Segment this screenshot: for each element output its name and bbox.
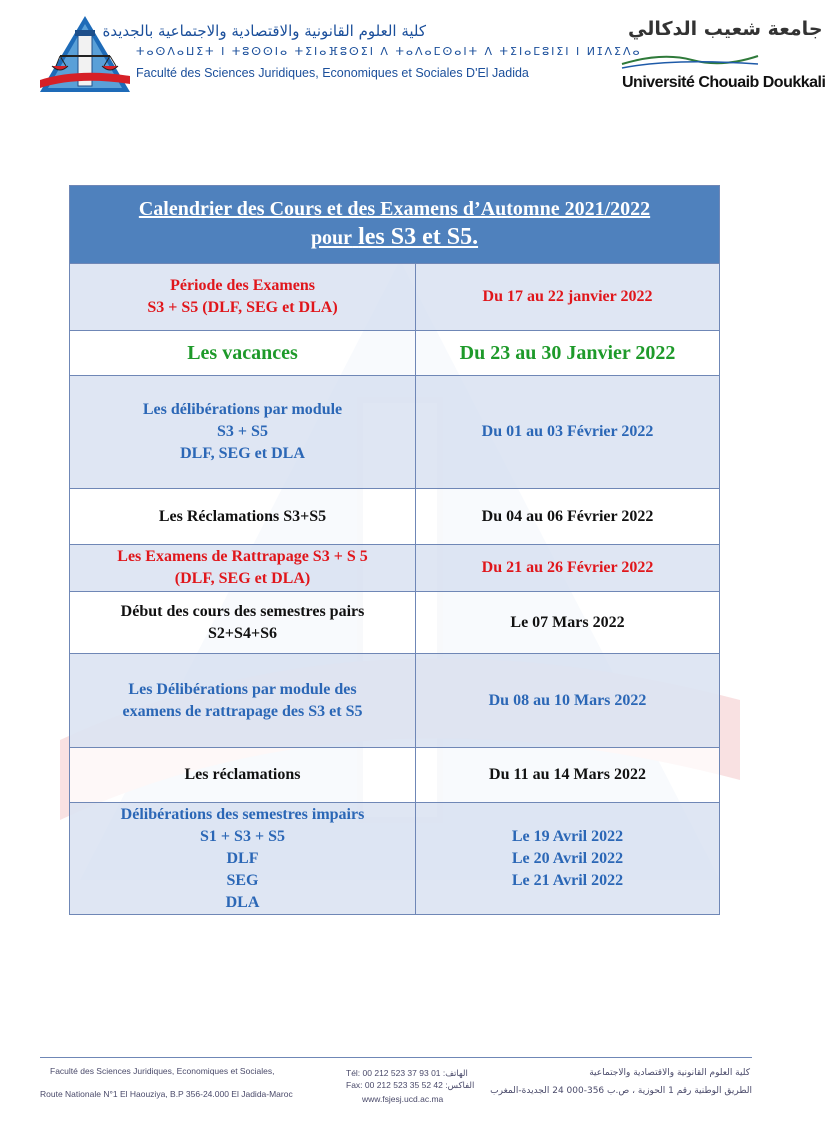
date-cell xyxy=(416,376,720,489)
event-cell xyxy=(70,489,416,545)
faculty-name-arabic: كلية العلوم القانونية والاقتصادية والاجتماعية بالجديدة xyxy=(102,22,426,40)
event-text: DLA xyxy=(225,893,260,911)
title-line-2-main: les S3 et S5. xyxy=(358,224,479,250)
table-row xyxy=(70,545,720,592)
date-cell xyxy=(416,748,720,803)
university-name-arabic: جامعة شعيب الدكالي xyxy=(628,18,823,40)
event-text: Délibérations des semestres impairs xyxy=(120,805,365,823)
event-text: Les délibérations par module xyxy=(142,401,343,418)
footer-address-fr-1: Faculté des Sciences Juridiques, Economiques et Sociales, xyxy=(50,1066,275,1076)
event-text: Les réclamations xyxy=(184,766,301,783)
calendar-table xyxy=(69,185,720,915)
title-line-2-prefix: pour xyxy=(310,227,353,249)
table-title-row xyxy=(70,186,720,264)
date-cell xyxy=(416,592,720,654)
table-row xyxy=(70,803,720,915)
date-text: Du 08 au 10 Mars 2022 xyxy=(488,691,647,709)
date-cell xyxy=(416,545,720,592)
event-text: Les Délibérations par module des xyxy=(128,680,357,698)
event-cell xyxy=(70,376,416,489)
event-cell xyxy=(70,803,416,915)
event-cell xyxy=(70,545,416,592)
date-text: Le 07 Mars 2022 xyxy=(510,613,625,631)
footer-fax: Fax: 00 212 523 35 52 42 :الفاكس xyxy=(346,1080,475,1090)
event-text: Les Examens de Rattrapage S3 + S 5 xyxy=(117,548,368,565)
footer-address-ar-2: الطريق الوطنية رقم 1 الحوزية ، ص.ب 356-000 24 الجديدة-المغرب xyxy=(490,1086,752,1096)
event-text: Début des cours des semestres pairs xyxy=(120,602,365,620)
table-row xyxy=(70,489,720,545)
date-text: Du 23 au 30 Janvier 2022 xyxy=(459,342,676,364)
date-text: Du 01 au 03 Février 2022 xyxy=(481,423,654,440)
event-text: S1 + S3 + S5 xyxy=(200,827,285,845)
date-text: Le 20 Avril 2022 xyxy=(511,849,624,867)
event-text: S2+S4+S6 xyxy=(208,624,277,642)
footer-website[interactable]: www.fsjesj.ucd.ac.ma xyxy=(362,1094,444,1104)
event-text: Période des Examens xyxy=(170,277,315,294)
date-cell xyxy=(416,803,720,915)
footer-phone: Tél: 00 212 523 37 93 01 :الهاتف xyxy=(346,1068,468,1078)
date-cell xyxy=(416,489,720,545)
event-text: (DLF, SEG et DLA) xyxy=(174,570,311,587)
event-cell xyxy=(70,592,416,654)
event-text: SEG xyxy=(226,871,259,889)
date-cell xyxy=(416,331,720,376)
date-text: Du 17 au 22 janvier 2022 xyxy=(482,288,653,305)
event-cell xyxy=(70,264,416,331)
table-row xyxy=(70,748,720,803)
table-row xyxy=(70,331,720,376)
footer-address-fr-2: Route Nationale N°1 El Haouziya, B.P 356-24.000 El Jadida-Maroc xyxy=(40,1089,293,1099)
date-text: Du 21 au 26 Février 2022 xyxy=(481,559,654,576)
table-row xyxy=(70,264,720,331)
university-logo-mark xyxy=(622,50,758,70)
title-line-2 xyxy=(76,222,713,253)
date-cell xyxy=(416,654,720,748)
event-cell xyxy=(70,654,416,748)
event-text: Les Réclamations S3+S5 xyxy=(158,507,327,525)
date-text: Le 21 Avril 2022 xyxy=(511,871,624,889)
event-text: DLF, SEG et DLA xyxy=(180,445,305,462)
table-row xyxy=(70,592,720,654)
event-text: S3 + S5 (DLF, SEG et DLA) xyxy=(147,299,338,316)
table-title xyxy=(70,186,720,264)
event-cell xyxy=(70,748,416,803)
date-cell xyxy=(416,264,720,331)
date-text: Du 11 au 14 Mars 2022 xyxy=(489,766,646,783)
table-row xyxy=(70,654,720,748)
title-line-1: Calendrier des Cours et des Examens d’Automne 2021/2022 xyxy=(138,198,651,220)
faculty-name-tifinagh: ⵜⴰⵙⴷⴰⵡⵉⵜ ⵏ ⵜⵓⵙⵙⵏⴰ ⵜⵉⵏⴰⴼⵓⵙⵉⵏ ⴷ ⵜⴰⴷⴰⵎⵙⴰⵏⵜ ⴷ ⵜⵉⵏⴰⵎⵓⵏⵉⵏ ⵏ ⵍⵊⴷⵉⴷⴰ xyxy=(136,45,642,58)
footer-address-ar-1: كلية العلوم القانونية والاقتصادية والاجتماعية xyxy=(589,1068,750,1078)
event-cell xyxy=(70,331,416,376)
university-name-french: Université Chouaib Doukkali xyxy=(622,74,825,91)
faculty-name-french: Faculté des Sciences Juridiques, Economiques et Sociales D'El Jadida xyxy=(136,66,529,80)
date-text: Du 04 au 06 Février 2022 xyxy=(481,507,654,525)
footer-divider xyxy=(40,1057,752,1058)
date-text: Le 19 Avril 2022 xyxy=(511,827,624,845)
event-text: S3 + S5 xyxy=(217,423,268,440)
table-row xyxy=(70,376,720,489)
event-text: examens de rattrapage des S3 et S5 xyxy=(122,702,363,720)
event-text: Les vacances xyxy=(187,342,298,364)
event-text: DLF xyxy=(226,849,259,867)
